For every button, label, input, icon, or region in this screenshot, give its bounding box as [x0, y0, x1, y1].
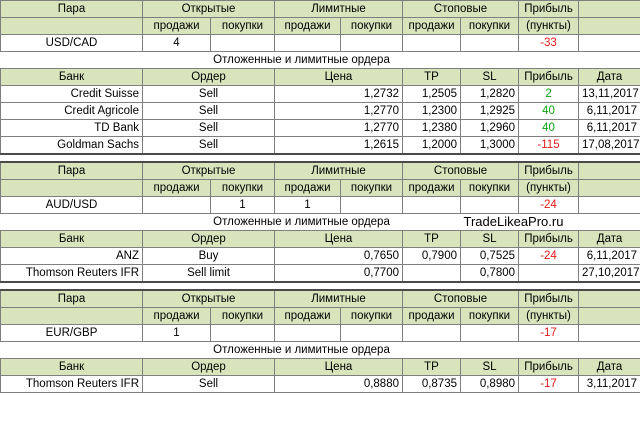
pair-profit: -33 — [519, 35, 579, 52]
profit-header: Прибыль — [519, 231, 579, 248]
limit-header: Лимитные — [275, 162, 403, 180]
order-row — [1, 248, 640, 265]
stop-header: Стоповые — [403, 1, 519, 18]
open-sell-header: продажи — [143, 308, 211, 325]
order-date: 6,11,2017 — [579, 248, 640, 265]
order-sl: 1,3000 — [461, 137, 519, 155]
order-sl: 1,2925 — [461, 103, 519, 120]
empty-cell — [579, 18, 640, 35]
order-tp: 0,8735 — [403, 376, 461, 393]
pair-open-buy: 1 — [211, 197, 275, 214]
pair-name: EUR/GBP — [1, 325, 143, 342]
order-price: 1,2770 — [275, 103, 403, 120]
order-type: Sell — [143, 376, 275, 393]
price-header: Цена — [275, 359, 403, 376]
price-header: Цена — [275, 69, 403, 86]
order-sl: 0,8980 — [461, 376, 519, 393]
stop-buy-header: покупки — [461, 180, 519, 197]
order-price: 1,2615 — [275, 137, 403, 155]
open-sell-header: продажи — [143, 180, 211, 197]
pending-title: Отложенные и лимитные ордера — [213, 344, 390, 356]
stop-buy-header: покупки — [461, 308, 519, 325]
limit-buy-header: покупки — [341, 180, 403, 197]
order-profit: -115 — [519, 137, 579, 155]
order-price: 0,7650 — [275, 248, 403, 265]
open-sell-header: продажи — [143, 18, 211, 35]
block-separator — [1, 282, 640, 290]
pair-row — [1, 35, 640, 52]
subheader-row — [1, 308, 640, 325]
empty-cell — [461, 342, 640, 359]
pair-limit-sell — [275, 325, 341, 342]
order-date: 17,08,2017 — [579, 137, 640, 155]
empty-cell — [579, 325, 640, 342]
order-tp: 1,2505 — [403, 86, 461, 103]
bank-header: Банк — [1, 231, 143, 248]
empty-cell — [579, 308, 640, 325]
order-bank: Credit Agricole — [1, 103, 143, 120]
order-sl: 1,2820 — [461, 86, 519, 103]
block-separator — [1, 154, 640, 162]
price-header: Цена — [275, 231, 403, 248]
subheader-row — [1, 18, 640, 35]
order-type: Sell limit — [143, 265, 275, 283]
limit-sell-header: продажи — [275, 180, 341, 197]
order-bank: TD Bank — [1, 120, 143, 137]
order-row — [1, 86, 640, 103]
empty-cell — [579, 35, 640, 52]
empty-cell — [1, 214, 143, 231]
open-header: Открытые — [143, 290, 275, 308]
pending-title-row — [1, 342, 640, 359]
order-type: Sell — [143, 86, 275, 103]
pair-stop-buy — [461, 325, 519, 342]
pair-limit-sell — [275, 35, 341, 52]
pair-limit-buy — [341, 197, 403, 214]
tp-header: TP — [403, 231, 461, 248]
order-tp: 1,2000 — [403, 137, 461, 155]
order-price: 0,8880 — [275, 376, 403, 393]
order-tp: 1,2300 — [403, 103, 461, 120]
watermark: TradeLikeaPro.ru — [463, 214, 564, 229]
pair-stop-sell — [403, 35, 461, 52]
empty-cell — [579, 180, 640, 197]
order-bank: ANZ — [1, 248, 143, 265]
order-tp: 0,7900 — [403, 248, 461, 265]
profit-header: Прибыль — [519, 359, 579, 376]
pair-row — [1, 325, 640, 342]
pair-header-row — [1, 290, 640, 308]
bank-header: Банк — [1, 359, 143, 376]
sl-header: SL — [461, 69, 519, 86]
profit-header: Прибыль — [519, 290, 579, 308]
date-header: Дата — [579, 231, 640, 248]
order-type: Sell — [143, 120, 275, 137]
profit-header: Прибыль — [519, 162, 579, 180]
pair-stop-sell — [403, 197, 461, 214]
pair-header: Пара — [1, 162, 143, 180]
stop-sell-header: продажи — [403, 18, 461, 35]
order-type: Sell — [143, 103, 275, 120]
pending-title-row — [1, 214, 640, 231]
orders-header-row — [1, 359, 640, 376]
order-date: 27,10,2017 — [579, 265, 640, 283]
order-profit: 40 — [519, 120, 579, 137]
limit-header: Лимитные — [275, 290, 403, 308]
order-price: 0,7700 — [275, 265, 403, 283]
limit-sell-header: продажи — [275, 308, 341, 325]
empty-cell — [461, 52, 640, 69]
limit-header: Лимитные — [275, 1, 403, 18]
limit-buy-header: покупки — [341, 308, 403, 325]
points-header: (пункты) — [519, 308, 579, 325]
separator-cell — [1, 154, 640, 162]
order-sl: 1,2960 — [461, 120, 519, 137]
order-header: Ордер — [143, 69, 275, 86]
separator-cell — [1, 282, 640, 290]
order-price: 1,2770 — [275, 120, 403, 137]
order-bank: Goldman Sachs — [1, 137, 143, 155]
profit-header: Прибыль — [519, 69, 579, 86]
empty-cell — [579, 197, 640, 214]
order-price: 1,2732 — [275, 86, 403, 103]
pair-profit: -24 — [519, 197, 579, 214]
empty-cell — [1, 52, 143, 69]
orders-header-row — [1, 69, 640, 86]
date-header: Дата — [579, 69, 640, 86]
empty-cell — [579, 1, 640, 18]
order-date: 13,11,2017 — [579, 86, 640, 103]
order-sl: 0,7800 — [461, 265, 519, 283]
tp-header: TP — [403, 359, 461, 376]
order-row — [1, 137, 640, 155]
order-row — [1, 265, 640, 283]
pair-open-sell: 4 — [143, 35, 211, 52]
empty-cell — [1, 18, 143, 35]
order-bank: Thomson Reuters IFR — [1, 265, 143, 283]
order-date: 6,11,2017 — [579, 120, 640, 137]
order-sl: 0,7525 — [461, 248, 519, 265]
order-tp: 1,2380 — [403, 120, 461, 137]
stop-sell-header: продажи — [403, 308, 461, 325]
pair-open-buy — [211, 35, 275, 52]
sl-header: SL — [461, 359, 519, 376]
empty-cell — [1, 308, 143, 325]
order-profit: 40 — [519, 103, 579, 120]
order-header: Ордер — [143, 359, 275, 376]
order-header: Ордер — [143, 231, 275, 248]
points-header: (пункты) — [519, 180, 579, 197]
pair-row — [1, 197, 640, 214]
pair-open-sell — [143, 197, 211, 214]
order-profit: -17 — [519, 376, 579, 393]
pair-name: USD/CAD — [1, 35, 143, 52]
pair-limit-buy — [341, 325, 403, 342]
orders-header-row — [1, 231, 640, 248]
pair-header: Пара — [1, 290, 143, 308]
pending-title: Отложенные и лимитные ордера — [213, 54, 390, 66]
pair-limit-buy — [341, 35, 403, 52]
order-bank: Thomson Reuters IFR — [1, 376, 143, 393]
order-profit: -24 — [519, 248, 579, 265]
pending-title-row — [1, 52, 640, 69]
bank-header: Банк — [1, 69, 143, 86]
limit-buy-header: покупки — [341, 18, 403, 35]
open-buy-header: покупки — [211, 308, 275, 325]
order-profit: 2 — [519, 86, 579, 103]
empty-cell — [579, 290, 640, 308]
sl-header: SL — [461, 231, 519, 248]
stop-sell-header: продажи — [403, 180, 461, 197]
pair-limit-sell: 1 — [275, 197, 341, 214]
points-header: (пункты) — [519, 18, 579, 35]
pair-header: Пара — [1, 1, 143, 18]
order-date: 3,11,2017 — [579, 376, 640, 393]
order-type: Sell — [143, 137, 275, 155]
pair-header-row — [1, 162, 640, 180]
order-bank: Credit Suisse — [1, 86, 143, 103]
order-profit — [519, 265, 579, 283]
tp-header: TP — [403, 69, 461, 86]
pair-stop-buy — [461, 35, 519, 52]
empty-cell — [1, 342, 143, 359]
open-header: Открытые — [143, 1, 275, 18]
pair-name: AUD/USD — [1, 197, 143, 214]
limit-sell-header: продажи — [275, 18, 341, 35]
order-row — [1, 376, 640, 393]
order-tp — [403, 265, 461, 283]
order-row — [1, 103, 640, 120]
pair-open-sell: 1 — [143, 325, 211, 342]
order-row — [1, 120, 640, 137]
pair-stop-buy — [461, 197, 519, 214]
stop-header: Стоповые — [403, 290, 519, 308]
pending-title: Отложенные и лимитные ордера — [213, 216, 390, 228]
order-date: 6,11,2017 — [579, 103, 640, 120]
order-type: Buy — [143, 248, 275, 265]
date-header: Дата — [579, 359, 640, 376]
profit-header: Прибыль — [519, 1, 579, 18]
empty-cell — [1, 180, 143, 197]
stop-header: Стоповые — [403, 162, 519, 180]
pair-open-buy — [211, 325, 275, 342]
open-buy-header: покупки — [211, 18, 275, 35]
pair-profit: -17 — [519, 325, 579, 342]
empty-cell — [579, 162, 640, 180]
subheader-row — [1, 180, 640, 197]
stop-buy-header: покупки — [461, 18, 519, 35]
pair-stop-sell — [403, 325, 461, 342]
open-header: Открытые — [143, 162, 275, 180]
open-buy-header: покупки — [211, 180, 275, 197]
pair-header-row — [1, 1, 640, 18]
